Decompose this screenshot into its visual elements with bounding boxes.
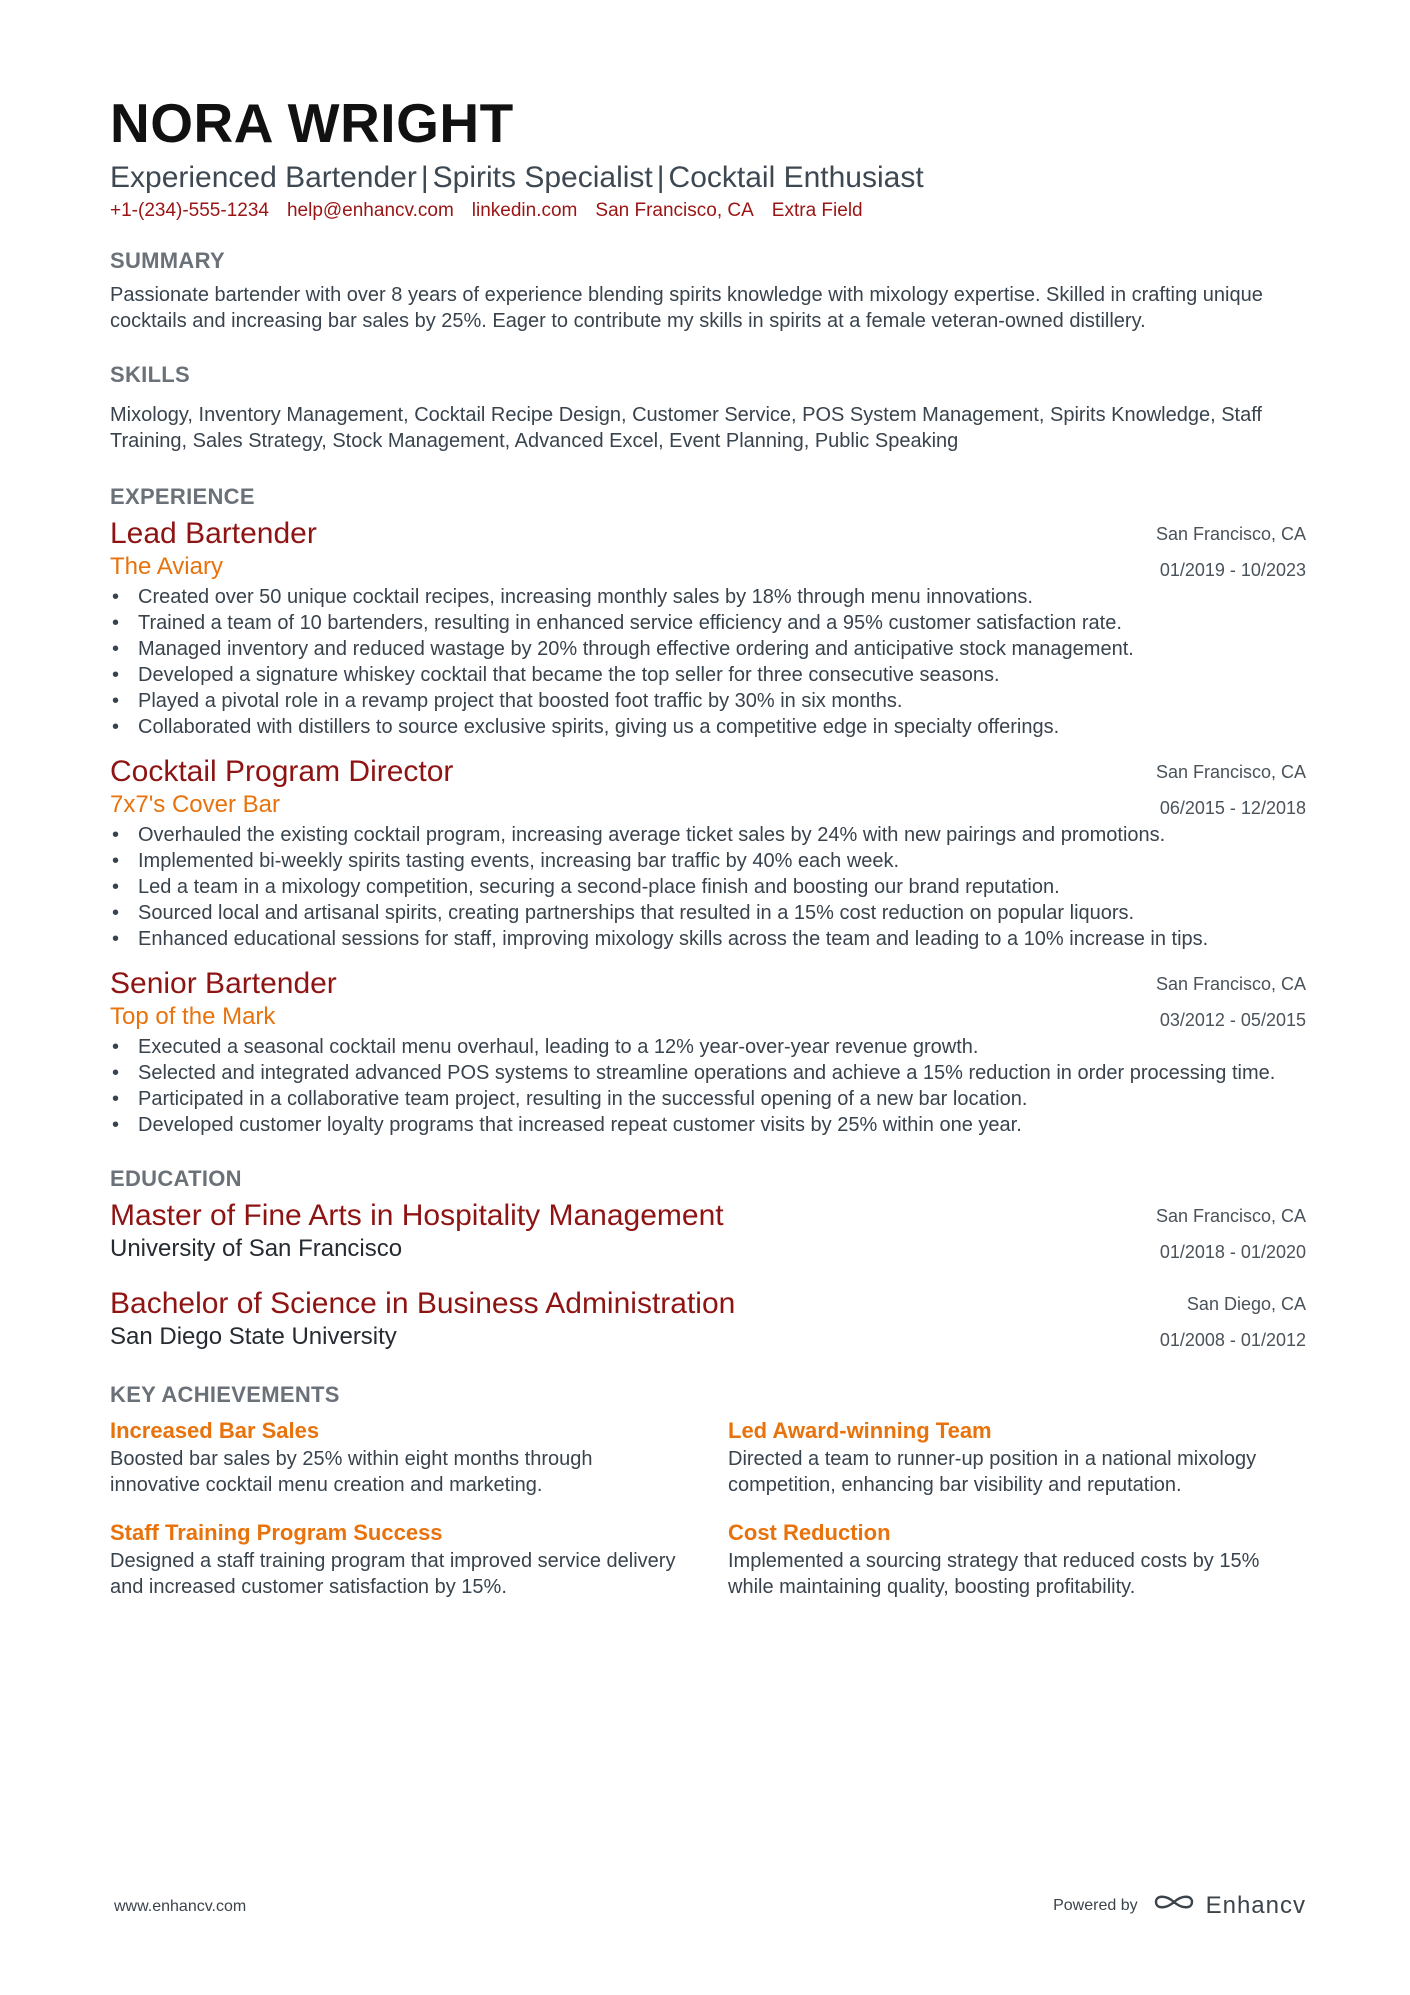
job-meta xyxy=(1156,516,1306,588)
job-bullet: • Collaborated with distillers to source exclusive spirits, giving us a competitive edge in specialty offerings. xyxy=(138,714,1306,740)
job-meta xyxy=(1156,754,1306,826)
achievement-title: Cost Reduction xyxy=(728,1520,891,1545)
skills-section xyxy=(110,362,1306,454)
section-title-summary: SUMMARY xyxy=(110,248,225,273)
headline-part: Spirits Specialist xyxy=(432,161,653,194)
education-degree: Bachelor of Science in Business Administration xyxy=(110,1287,736,1320)
job-bullet: • Participated in a collaborative team project, resulting in the successful opening of a new bar location. xyxy=(138,1086,1306,1112)
powered-by-label: Powered by xyxy=(1053,1896,1138,1914)
job-bullet: • Created over 50 unique cocktail recipes, increasing monthly sales by 18% through menu innovations. xyxy=(138,584,1306,610)
brand-name: Enhancv xyxy=(1205,1891,1306,1919)
education-location: San Diego, CA xyxy=(1186,1294,1306,1314)
job-bullet: • Developed a signature whiskey cocktail that became the top seller for three consecutive seasons. xyxy=(138,662,1306,688)
achievement-desc: Designed a staff training program that improved service delivery and increased customer satisfaction by 15%. xyxy=(110,1550,676,1598)
job-location: San Francisco, CA xyxy=(1155,762,1306,782)
education-entry xyxy=(110,1198,1306,1264)
education-school: University of San Francisco xyxy=(110,1235,403,1262)
education-section xyxy=(110,1166,1306,1352)
job-location: San Francisco, CA xyxy=(1155,524,1306,544)
achievement-item xyxy=(110,1416,728,1498)
job-bullets xyxy=(110,1034,1306,1138)
job-bullet: • Overhauled the existing cocktail program, increasing average ticket sales by 24% with new pairings and promotions. xyxy=(138,822,1306,848)
headline-separator: | xyxy=(656,161,665,194)
job-company: Top of the Mark xyxy=(110,1003,276,1030)
achievement-title: Increased Bar Sales xyxy=(110,1418,320,1443)
contact-info xyxy=(110,200,1306,222)
job-dates: 01/2019 - 10/2023 xyxy=(1159,560,1306,580)
job-dates: 06/2015 - 12/2018 xyxy=(1159,798,1306,818)
achievement-desc: Boosted bar sales by 25% within eight months through innovative cocktail menu creation and marketing. xyxy=(110,1448,593,1496)
section-title-education: EDUCATION xyxy=(110,1166,242,1191)
education-dates: 01/2018 - 01/2020 xyxy=(1159,1242,1306,1262)
contact-linkedin[interactable]: linkedin.com xyxy=(471,200,578,221)
achievement-item xyxy=(110,1518,728,1600)
experience-section xyxy=(110,484,1306,1138)
contact-phone[interactable]: +1-(234)-555-1234 xyxy=(110,200,269,221)
summary-text: Passionate bartender with over 8 years of experience blending spirits knowledge with mixology expertise. Skilled in crafting unique cocktails and increasing bar sales by 25%. Eager to contribute my skills in spirits at a female veteran-owned distillery. xyxy=(110,284,1263,332)
education-entry xyxy=(110,1286,1306,1352)
achievement-item xyxy=(728,1416,1306,1498)
job-dates: 03/2012 - 05/2015 xyxy=(1159,1010,1306,1030)
page-footer xyxy=(114,1890,1306,1926)
job-title: Cocktail Program Director xyxy=(110,755,454,788)
enhancv-logo-icon xyxy=(1152,1890,1196,1921)
job-bullet: • Sourced local and artisanal spirits, creating partnerships that resulted in a 15% cost reduction on popular liquors. xyxy=(138,900,1306,926)
headline-part: Cocktail Enthusiast xyxy=(668,161,924,194)
achievement-item xyxy=(728,1518,1306,1600)
job-location: San Francisco, CA xyxy=(1155,974,1306,994)
section-title-skills: SKILLS xyxy=(110,362,191,387)
section-title-experience: EXPERIENCE xyxy=(110,484,255,509)
headline-part: Experienced Bartender xyxy=(110,161,417,194)
job-company: 7x7's Cover Bar xyxy=(110,791,280,818)
headline-separator: | xyxy=(420,161,429,194)
job-bullet: • Managed inventory and reduced wastage by 20% through effective ordering and anticipative stock management. xyxy=(138,636,1306,662)
achievement-title: Led Award-winning Team xyxy=(728,1418,992,1443)
education-school: San Diego State University xyxy=(110,1323,397,1350)
job-bullet: • Led a team in a mixology competition, securing a second-place finish and boosting our brand reputation. xyxy=(138,874,1306,900)
education-meta xyxy=(1156,1198,1306,1270)
job-entry xyxy=(110,966,1306,1138)
job-title: Senior Bartender xyxy=(110,967,337,1000)
job-bullet: • Developed customer loyalty programs that increased repeat customer visits by 25% within one year. xyxy=(138,1112,1306,1138)
job-meta xyxy=(1156,966,1306,1038)
job-bullet: • Implemented bi-weekly spirits tasting events, increasing bar traffic by 40% each week. xyxy=(138,848,1306,874)
job-title: Lead Bartender xyxy=(110,517,317,550)
resume-page xyxy=(110,92,1306,1600)
resume-header xyxy=(110,92,1306,222)
headline xyxy=(110,161,1306,194)
achievement-desc: Implemented a sourcing strategy that reduced costs by 15% while maintaining quality, boosting profitability. xyxy=(728,1550,1260,1598)
job-bullet: • Enhanced educational sessions for staff, improving mixology skills across the team and leading to a 10% increase in tips. xyxy=(138,926,1306,952)
achievement-desc: Directed a team to runner-up position in a national mixology competition, enhancing bar visibility and reputation. xyxy=(728,1448,1257,1496)
contact-email[interactable]: help@enhancv.com xyxy=(286,200,454,221)
job-bullet: • Executed a seasonal cocktail menu overhaul, leading to a 12% year-over-year revenue growth. xyxy=(138,1034,1306,1060)
section-title-achievements: KEY ACHIEVEMENTS xyxy=(110,1382,340,1407)
job-entry xyxy=(110,754,1306,952)
job-bullets xyxy=(110,584,1306,740)
achievements-section xyxy=(110,1382,1306,1600)
job-company: The Aviary xyxy=(110,553,223,580)
education-dates: 01/2008 - 01/2012 xyxy=(1159,1330,1306,1350)
education-meta xyxy=(1160,1286,1306,1358)
enhancv-brand[interactable] xyxy=(1152,1890,1306,1921)
skills-text: Mixology, Inventory Management, Cocktail Recipe Design, Customer Service, POS System Management, Spirits Knowledge, Staff Training, Sales Strategy, Stock Management, Advanced Excel, Event Planning, Public Speaking xyxy=(110,404,1262,452)
footer-branding xyxy=(1053,1890,1306,1921)
education-degree: Master of Fine Arts in Hospitality Management xyxy=(110,1199,724,1232)
achievement-title: Staff Training Program Success xyxy=(110,1520,443,1545)
contact-extra-field: Extra Field xyxy=(771,200,863,221)
job-bullet: • Trained a team of 10 bartenders, resulting in enhanced service efficiency and a 95% customer satisfaction rate. xyxy=(138,610,1306,636)
footer-website[interactable]: www.enhancv.com xyxy=(114,1898,247,1915)
job-entry xyxy=(110,516,1306,740)
job-bullet: • Selected and integrated advanced POS systems to streamline operations and achieve a 15% reduction in order processing time. xyxy=(138,1060,1306,1086)
contact-location: San Francisco, CA xyxy=(595,200,754,221)
job-bullet: • Played a pivotal role in a revamp project that boosted foot traffic by 30% in six months. xyxy=(138,688,1306,714)
job-bullets xyxy=(110,822,1306,952)
education-location: San Francisco, CA xyxy=(1155,1206,1306,1226)
summary-section xyxy=(110,248,1306,334)
achievements-grid xyxy=(110,1416,1306,1600)
candidate-name: NORA WRIGHT xyxy=(110,92,514,154)
